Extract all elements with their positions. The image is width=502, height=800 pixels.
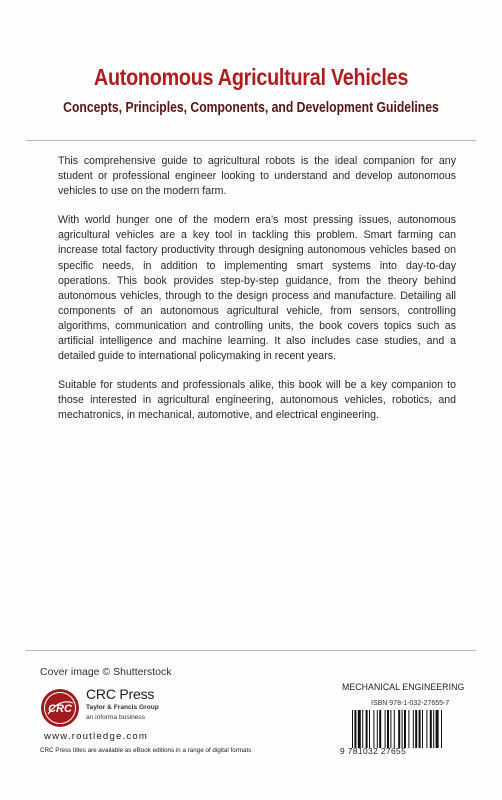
book-description: [58, 154, 456, 438]
book-title: Autonomous Agricultural Vehicles: [93, 64, 409, 90]
cover-image-credit: Cover image © Shutterstock: [40, 666, 172, 678]
publisher-name: CRC Press: [86, 686, 155, 702]
publisher-website: www.routledge.com: [44, 731, 149, 742]
isbn-label: ISBN 978-1-032-27655-7: [371, 700, 450, 707]
isbn-barcode: [352, 710, 462, 748]
crc-press-logo-icon: [40, 688, 80, 728]
ebook-availability-note: CRC Press titles are available as eBook editions in a range of digital formats: [40, 747, 252, 754]
description-paragraph-2: With world hunger one of the modern era’s most pressing issues, autonomous agricultural vehicles are a key tool in tackling this problem. Smart farming can increase total factory productivity through designing autonomous vehicles based on specific needs, in addition to implementing smart systems into day-to-day operations. This book provides step-by-step guidance, from the theory behind autonomous vehicles, through to the design process and manufacture. Detailing all components of an autonomous agricultural vehicle, from sensors, controlling algorithms, communication and controlling units, the book covers topics such as artificial intelligence and machine learning. It also includes case studies, and a detailed guide to international policymaking in recent years.: [58, 214, 456, 363]
top-divider: [26, 140, 476, 141]
description-paragraph-1: This comprehensive guide to agricultural robots is the ideal companion for any student or professional engineer looking to understand and develop autonomous vehicles to use on the modern farm.: [58, 155, 456, 198]
publisher-group: Taylor & Francis Group: [86, 704, 159, 711]
crc-logo-lettering: CRC: [48, 703, 72, 715]
subject-category: MECHANICAL ENGINEERING: [342, 681, 465, 692]
publisher-business: an informa business: [86, 714, 146, 721]
bottom-divider: [26, 650, 476, 651]
book-subtitle: Concepts, Principles, Components, and Development Guidelines: [63, 100, 439, 116]
barcode-digits: 9 781032 27655: [340, 746, 407, 756]
description-paragraph-3: Suitable for students and professionals alike, this book will be a key companion to those interested in agricultural engineering, autonomous vehicles, robotics, and mechatronics, in mechanical, automotive, and electrical engineering.: [58, 379, 456, 422]
